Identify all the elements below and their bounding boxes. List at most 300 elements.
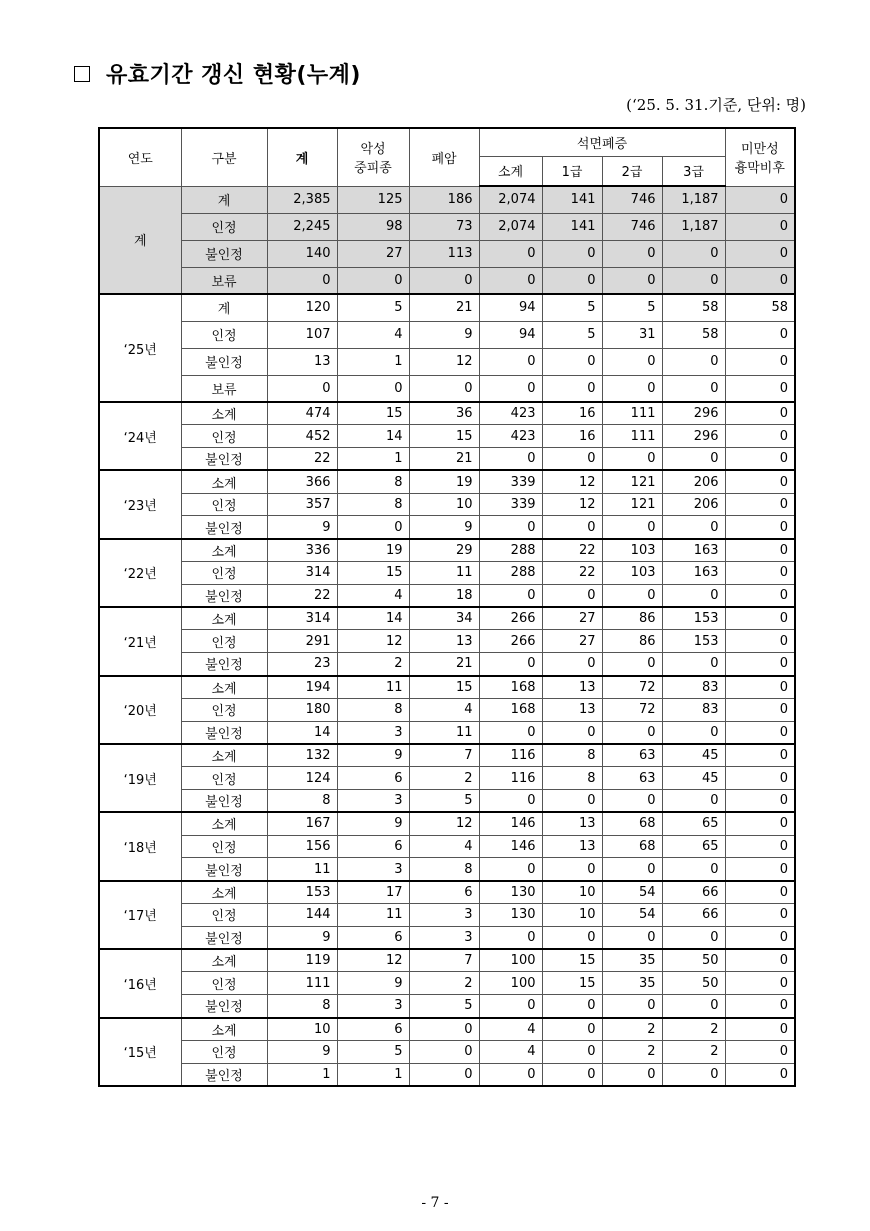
table-row: [99, 926, 795, 949]
value-cell: 45: [662, 767, 725, 790]
value-cell: 0: [662, 653, 725, 676]
value-cell: 0: [542, 348, 602, 375]
value-cell: 0: [725, 493, 795, 516]
value-cell: 2,385: [267, 186, 337, 213]
category-cell: 인정: [181, 904, 267, 927]
table-row: [99, 267, 795, 294]
header-malignant-mesothelioma: [337, 128, 409, 186]
value-cell: 5: [409, 790, 479, 813]
category-cell: 계: [181, 294, 267, 321]
value-cell: 2: [662, 1018, 725, 1041]
value-cell: 83: [662, 676, 725, 699]
value-cell: 0: [725, 1063, 795, 1086]
category-cell: 불인정: [181, 721, 267, 744]
category-cell: 인정: [181, 425, 267, 448]
value-cell: 31: [602, 321, 662, 348]
table-row: [99, 949, 795, 972]
value-cell: 16: [542, 425, 602, 448]
value-cell: 23: [267, 653, 337, 676]
value-cell: 2: [409, 972, 479, 995]
category-cell: 불인정: [181, 858, 267, 881]
category-cell: 소계: [181, 539, 267, 562]
category-cell: 인정: [181, 972, 267, 995]
value-cell: 314: [267, 607, 337, 630]
value-cell: 58: [662, 294, 725, 321]
header-pleural-line1: 미만성: [740, 142, 779, 158]
value-cell: 12: [409, 812, 479, 835]
value-cell: 314: [267, 562, 337, 585]
table-row: [99, 348, 795, 375]
value-cell: 0: [542, 790, 602, 813]
header-total: 계: [267, 128, 337, 186]
value-cell: 163: [662, 539, 725, 562]
value-cell: 0: [662, 267, 725, 294]
value-cell: 27: [337, 240, 409, 267]
value-cell: 186: [409, 186, 479, 213]
value-cell: 156: [267, 835, 337, 858]
category-cell: 인정: [181, 698, 267, 721]
year-cell: ‘19년: [99, 744, 181, 812]
category-cell: 소계: [181, 881, 267, 904]
category-cell: 소계: [181, 812, 267, 835]
value-cell: 68: [602, 835, 662, 858]
value-cell: 0: [662, 584, 725, 607]
year-cell: ‘16년: [99, 949, 181, 1017]
value-cell: 3: [409, 904, 479, 927]
value-cell: 13: [267, 348, 337, 375]
value-cell: 4: [479, 1018, 542, 1041]
value-cell: 11: [409, 721, 479, 744]
value-cell: 0: [662, 448, 725, 471]
value-cell: 0: [725, 402, 795, 425]
value-cell: 0: [662, 240, 725, 267]
year-cell: ‘23년: [99, 470, 181, 538]
value-cell: 0: [409, 267, 479, 294]
value-cell: 0: [662, 926, 725, 949]
value-cell: 132: [267, 744, 337, 767]
value-cell: 0: [479, 448, 542, 471]
value-cell: 0: [602, 721, 662, 744]
value-cell: 11: [267, 858, 337, 881]
table-body: [99, 186, 795, 1086]
value-cell: 146: [479, 812, 542, 835]
value-cell: 291: [267, 630, 337, 653]
header-grade1: 1급: [542, 156, 602, 186]
table-row: [99, 470, 795, 493]
value-cell: 10: [267, 1018, 337, 1041]
value-cell: 2: [337, 653, 409, 676]
value-cell: 1: [337, 348, 409, 375]
value-cell: 6: [337, 926, 409, 949]
table-row: [99, 425, 795, 448]
table-row: [99, 767, 795, 790]
value-cell: 58: [662, 321, 725, 348]
category-cell: 보류: [181, 375, 267, 402]
value-cell: 6: [337, 767, 409, 790]
value-cell: 14: [337, 607, 409, 630]
value-cell: 0: [602, 348, 662, 375]
value-cell: 12: [337, 949, 409, 972]
value-cell: 296: [662, 425, 725, 448]
value-cell: 8: [337, 493, 409, 516]
value-cell: 0: [725, 375, 795, 402]
value-cell: 107: [267, 321, 337, 348]
value-cell: 0: [662, 995, 725, 1018]
header-grade3: 3급: [662, 156, 725, 186]
value-cell: 0: [662, 1063, 725, 1086]
value-cell: 10: [542, 881, 602, 904]
value-cell: 0: [479, 721, 542, 744]
table-row: [99, 375, 795, 402]
value-cell: 125: [337, 186, 409, 213]
value-cell: 86: [602, 630, 662, 653]
value-cell: 5: [337, 294, 409, 321]
value-cell: 167: [267, 812, 337, 835]
value-cell: 163: [662, 562, 725, 585]
category-cell: 불인정: [181, 448, 267, 471]
header-pleural-thickening: [725, 128, 795, 186]
value-cell: 73: [409, 213, 479, 240]
category-cell: 인정: [181, 767, 267, 790]
value-cell: 3: [337, 721, 409, 744]
value-cell: 12: [337, 630, 409, 653]
value-cell: 0: [479, 584, 542, 607]
value-cell: 0: [542, 584, 602, 607]
value-cell: 2: [602, 1018, 662, 1041]
header-pleural-line2: 흉막비후: [734, 161, 785, 177]
value-cell: 130: [479, 904, 542, 927]
value-cell: 474: [267, 402, 337, 425]
value-cell: 27: [542, 630, 602, 653]
value-cell: 153: [267, 881, 337, 904]
value-cell: 0: [725, 186, 795, 213]
table-row: [99, 240, 795, 267]
value-cell: 0: [602, 584, 662, 607]
value-cell: 0: [542, 995, 602, 1018]
value-cell: 0: [479, 375, 542, 402]
value-cell: 0: [267, 375, 337, 402]
value-cell: 9: [337, 812, 409, 835]
value-cell: 168: [479, 698, 542, 721]
value-cell: 0: [542, 721, 602, 744]
value-cell: 0: [725, 881, 795, 904]
value-cell: 94: [479, 321, 542, 348]
value-cell: 0: [662, 375, 725, 402]
value-cell: 9: [337, 972, 409, 995]
value-cell: 180: [267, 698, 337, 721]
table-row: [99, 744, 795, 767]
value-cell: 0: [337, 267, 409, 294]
value-cell: 65: [662, 812, 725, 835]
value-cell: 2,245: [267, 213, 337, 240]
category-cell: 불인정: [181, 926, 267, 949]
value-cell: 0: [602, 653, 662, 676]
value-cell: 0: [725, 213, 795, 240]
value-cell: 206: [662, 470, 725, 493]
value-cell: 6: [409, 881, 479, 904]
value-cell: 11: [337, 904, 409, 927]
value-cell: 0: [479, 240, 542, 267]
category-cell: 인정: [181, 321, 267, 348]
value-cell: 119: [267, 949, 337, 972]
table-row: [99, 995, 795, 1018]
value-cell: 206: [662, 493, 725, 516]
value-cell: 0: [725, 767, 795, 790]
value-cell: 0: [725, 744, 795, 767]
value-cell: 13: [542, 676, 602, 699]
value-cell: 0: [542, 653, 602, 676]
category-cell: 소계: [181, 607, 267, 630]
value-cell: 9: [409, 516, 479, 539]
table-row: [99, 835, 795, 858]
value-cell: 4: [409, 835, 479, 858]
value-cell: 141: [542, 213, 602, 240]
value-cell: 8: [542, 744, 602, 767]
value-cell: 0: [725, 562, 795, 585]
value-cell: 0: [542, 375, 602, 402]
value-cell: 22: [542, 562, 602, 585]
value-cell: 13: [542, 835, 602, 858]
value-cell: 4: [337, 584, 409, 607]
table-row: [99, 698, 795, 721]
table-row: [99, 186, 795, 213]
category-cell: 소계: [181, 1018, 267, 1041]
value-cell: 1,187: [662, 213, 725, 240]
value-cell: 0: [479, 926, 542, 949]
value-cell: 0: [725, 812, 795, 835]
value-cell: 0: [725, 321, 795, 348]
value-cell: 72: [602, 698, 662, 721]
value-cell: 22: [267, 448, 337, 471]
value-cell: 13: [542, 698, 602, 721]
table-row: [99, 1040, 795, 1063]
value-cell: 0: [662, 348, 725, 375]
value-cell: 146: [479, 835, 542, 858]
value-cell: 22: [267, 584, 337, 607]
table-row: [99, 881, 795, 904]
value-cell: 0: [725, 240, 795, 267]
value-cell: 15: [542, 949, 602, 972]
value-cell: 29: [409, 539, 479, 562]
value-cell: 116: [479, 767, 542, 790]
value-cell: 65: [662, 835, 725, 858]
value-cell: 296: [662, 402, 725, 425]
category-cell: 소계: [181, 470, 267, 493]
value-cell: 21: [409, 294, 479, 321]
value-cell: 4: [479, 1040, 542, 1063]
value-cell: 266: [479, 607, 542, 630]
value-cell: 12: [542, 493, 602, 516]
value-cell: 13: [542, 812, 602, 835]
category-cell: 인정: [181, 630, 267, 653]
value-cell: 15: [337, 562, 409, 585]
value-cell: 153: [662, 630, 725, 653]
value-cell: 17: [337, 881, 409, 904]
category-cell: 불인정: [181, 653, 267, 676]
value-cell: 111: [602, 425, 662, 448]
table-row: [99, 584, 795, 607]
value-cell: 0: [725, 858, 795, 881]
value-cell: 357: [267, 493, 337, 516]
table-row: [99, 1063, 795, 1086]
value-cell: 54: [602, 881, 662, 904]
value-cell: 2: [602, 1040, 662, 1063]
value-cell: 6: [337, 835, 409, 858]
value-cell: 0: [479, 995, 542, 1018]
value-cell: 19: [409, 470, 479, 493]
table-row: [99, 676, 795, 699]
value-cell: 12: [409, 348, 479, 375]
category-cell: 보류: [181, 267, 267, 294]
value-cell: 0: [602, 267, 662, 294]
value-cell: 0: [409, 1040, 479, 1063]
category-cell: 불인정: [181, 348, 267, 375]
value-cell: 5: [409, 995, 479, 1018]
year-cell: ‘18년: [99, 812, 181, 880]
value-cell: 2: [662, 1040, 725, 1063]
table-row: [99, 516, 795, 539]
value-cell: 0: [602, 448, 662, 471]
value-cell: 8: [409, 858, 479, 881]
value-cell: 111: [602, 402, 662, 425]
table-row: [99, 790, 795, 813]
value-cell: 2,074: [479, 186, 542, 213]
value-cell: 8: [337, 698, 409, 721]
value-cell: 140: [267, 240, 337, 267]
value-cell: 0: [725, 1018, 795, 1041]
header-malignant-line1: 악성: [360, 142, 386, 158]
value-cell: 0: [725, 267, 795, 294]
value-cell: 0: [725, 539, 795, 562]
year-cell: ‘15년: [99, 1018, 181, 1086]
value-cell: 5: [337, 1040, 409, 1063]
value-cell: 168: [479, 676, 542, 699]
value-cell: 0: [267, 267, 337, 294]
value-cell: 0: [725, 721, 795, 744]
value-cell: 121: [602, 470, 662, 493]
value-cell: 746: [602, 213, 662, 240]
value-cell: 130: [479, 881, 542, 904]
value-cell: 16: [542, 402, 602, 425]
value-cell: 0: [337, 375, 409, 402]
value-cell: 21: [409, 448, 479, 471]
value-cell: 8: [337, 470, 409, 493]
header-grade2: 2급: [602, 156, 662, 186]
value-cell: 94: [479, 294, 542, 321]
value-cell: 0: [479, 516, 542, 539]
value-cell: 339: [479, 470, 542, 493]
value-cell: 34: [409, 607, 479, 630]
value-cell: 0: [602, 516, 662, 539]
value-cell: 288: [479, 562, 542, 585]
value-cell: 0: [479, 653, 542, 676]
value-cell: 0: [725, 972, 795, 995]
value-cell: 0: [725, 448, 795, 471]
value-cell: 288: [479, 539, 542, 562]
year-cell: ‘24년: [99, 402, 181, 470]
year-cell: ‘25년: [99, 294, 181, 402]
value-cell: 6: [337, 1018, 409, 1041]
table-row: [99, 630, 795, 653]
value-cell: 13: [409, 630, 479, 653]
value-cell: 8: [542, 767, 602, 790]
value-cell: 50: [662, 972, 725, 995]
category-cell: 소계: [181, 676, 267, 699]
table-row: [99, 1018, 795, 1041]
page-number: - 7 -: [421, 1195, 449, 1211]
value-cell: 2,074: [479, 213, 542, 240]
value-cell: 4: [337, 321, 409, 348]
value-cell: 266: [479, 630, 542, 653]
header-asbestosis: 석면폐증: [479, 128, 725, 156]
value-cell: 0: [602, 926, 662, 949]
value-cell: 0: [602, 1063, 662, 1086]
table-row: [99, 294, 795, 321]
year-cell: ‘20년: [99, 676, 181, 744]
value-cell: 10: [409, 493, 479, 516]
value-cell: 0: [725, 584, 795, 607]
value-cell: 36: [409, 402, 479, 425]
value-cell: 66: [662, 904, 725, 927]
table-row: [99, 562, 795, 585]
category-cell: 불인정: [181, 995, 267, 1018]
value-cell: 121: [602, 493, 662, 516]
value-cell: 0: [479, 790, 542, 813]
header-year: 연도: [99, 128, 181, 186]
value-cell: 9: [337, 744, 409, 767]
value-cell: 103: [602, 562, 662, 585]
table-row: [99, 972, 795, 995]
value-cell: 0: [542, 1063, 602, 1086]
category-cell: 인정: [181, 562, 267, 585]
category-cell: 불인정: [181, 516, 267, 539]
value-cell: 45: [662, 744, 725, 767]
value-cell: 9: [267, 1040, 337, 1063]
value-cell: 0: [662, 516, 725, 539]
value-cell: 27: [542, 607, 602, 630]
table-row: [99, 402, 795, 425]
value-cell: 0: [602, 858, 662, 881]
value-cell: 0: [725, 835, 795, 858]
table-row: [99, 321, 795, 348]
category-cell: 인정: [181, 213, 267, 240]
value-cell: 746: [602, 186, 662, 213]
value-cell: 9: [267, 926, 337, 949]
value-cell: 83: [662, 698, 725, 721]
value-cell: 0: [542, 516, 602, 539]
value-cell: 0: [725, 470, 795, 493]
value-cell: 0: [409, 1018, 479, 1041]
value-cell: 0: [662, 858, 725, 881]
value-cell: 0: [337, 516, 409, 539]
value-cell: 1: [337, 448, 409, 471]
header-lung-cancer: 폐암: [409, 128, 479, 186]
value-cell: 7: [409, 744, 479, 767]
value-cell: 0: [542, 1018, 602, 1041]
value-cell: 86: [602, 607, 662, 630]
value-cell: 98: [337, 213, 409, 240]
year-cell: ‘22년: [99, 539, 181, 607]
value-cell: 50: [662, 949, 725, 972]
value-cell: 8: [267, 790, 337, 813]
value-cell: 63: [602, 744, 662, 767]
value-cell: 366: [267, 470, 337, 493]
value-cell: 0: [725, 995, 795, 1018]
value-cell: 3: [409, 926, 479, 949]
value-cell: 141: [542, 186, 602, 213]
value-cell: 0: [542, 267, 602, 294]
value-cell: 0: [725, 607, 795, 630]
